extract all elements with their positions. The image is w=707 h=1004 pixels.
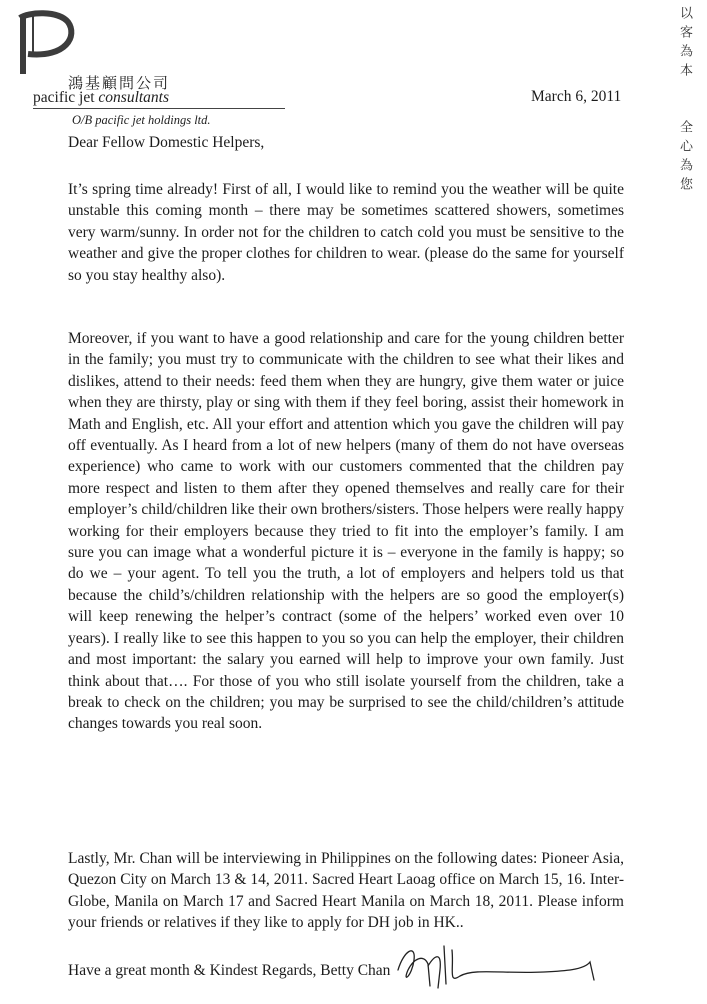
company-logo <box>18 10 80 81</box>
salutation: Dear Fellow Domestic Helpers, <box>68 134 265 151</box>
company-chinese-name: 鴻基顧問公司 <box>68 74 171 92</box>
slogan-vertical-1: 以客為本 <box>677 6 692 82</box>
company-name <box>33 89 169 107</box>
company-name-plain: pacific jet <box>33 89 99 106</box>
letter-date: March 6, 2011 <box>531 88 622 105</box>
letterhead-rule <box>33 108 285 109</box>
paragraph-weather: It’s spring time already! First of all, I would like to remind you the weather will be quite unstable this coming month – there may be sometimes scattered showers, sometimes very warm/sunny. In order not for the children to catch cold you must be sensitive to the weather and give the proper clothes for children to wear. (please do the same for yourself so you stay healthy also). <box>68 181 624 284</box>
closing-line: Have a great month & Kindest Regards, Betty Chan <box>68 962 391 979</box>
parent-company: O/B pacific jet holdings ltd. <box>72 113 211 127</box>
paragraph-interviews: Lastly, Mr. Chan will be interviewing in Philippines on the following dates: Pioneer Asia, Quezon City on March 13 & 14, 2011. Sacred Heart Laoag office on March 15, 16. Inter-Globe, Manila on March 17 and Sacred Heart Manila on March 18, 2011. Please inform your friends or relatives if they like to apply for DH job in HK.. <box>68 850 624 932</box>
slogan-vertical-2: 全心為您 <box>677 120 692 196</box>
paragraph-relationship: Moreover, if you want to have a good relationship and care for the young children better in the family; you must try to communicate with the children to see what their likes and dislikes, attend to their needs: feed them when they are hungry, give them water or juice when they are thirsty, play or sing with them if they feel boring, assist their homework in Math and English, etc. All your effort and attention which you gave the children will pay off eventually. As I heard from a lot of new helpers (many of them do not have overseas experience) who came to work with our customers commented that the children pay more respect and listen to them after they opened themselves and really care for their employer’s child/children like their own brothers/sisters. Those helpers were really happy working for their employers because they tried to fit into the employer’s family. I am sure you can image what a wonderful picture it is – everyone in the family is happy; so do we – your agent. To tell you the truth, a lot of employers and helpers told us that because the child’s/children relationship with the helpers are so good the employer(s) will keep renewing the helper’s contract (some of the helpers’ worked even over 10 years). I really like to see this happen to you so you can help the employer, their children and most important: the salary you earned will help to improve your own family. Just think about that…. For those of you who still isolate yourself from the children, take a break to check on the children; you may be surprised to see the child/children’s attitude changes towards you real soon. <box>68 330 624 733</box>
company-name-italic: consultants <box>98 89 170 106</box>
handwritten-signature <box>394 940 604 997</box>
